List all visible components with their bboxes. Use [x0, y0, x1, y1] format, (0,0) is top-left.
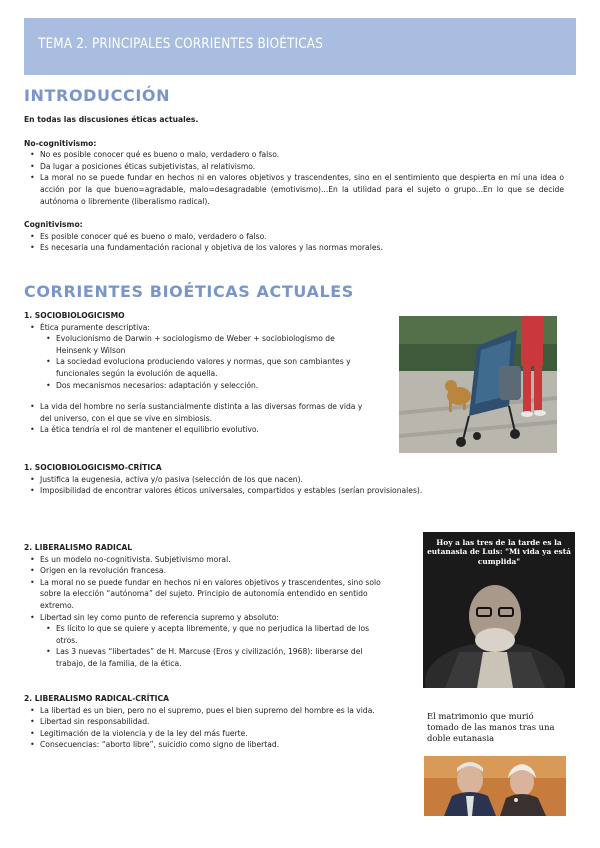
list-item: • Ética puramente descriptiva: — [40, 322, 369, 334]
list-item: • Libertad sin responsabilidad. — [40, 716, 414, 728]
lib-section — [24, 542, 384, 670]
currents-heading: CORRIENTES BIOÉTICAS ACTUALES — [24, 282, 354, 301]
news-photo-2 — [424, 707, 566, 816]
lib-crit-title: 2. LIBERALISMO RADICAL-CRÍTICA — [24, 694, 169, 703]
news2-caption: El matrimonio que murió tomado de las manos tras una doble eutanasia — [427, 711, 555, 743]
noncog-list — [24, 149, 564, 207]
list-item: • Es un modelo no-cognitivista. Subjetivismo moral. — [40, 554, 384, 566]
list-item: • Las 3 nuevas “libertades” de H. Marcuse (Eros y civilización, 1968): liberarse del trabajo, de la familia, de la ética. — [56, 646, 384, 669]
title-banner — [24, 18, 576, 75]
list-item: • Imposibilidad de encontrar valores éticos universales, compartidos y estables (serían provisionales). — [40, 485, 564, 497]
list-item: • Es necesaria una fundamentación racional y objetiva de los valores y las normas morales. — [40, 242, 564, 254]
socio-crit-list — [24, 474, 564, 497]
socio-section — [24, 310, 369, 436]
list-item: • La moral no se puede fundar en hechos ni en valores objetivos y trascendentes, sino en el sentimiento que despierta en mí una idea o acción por la que bueno=agradable, malo=desagradable (emotivismo)...En la utilidad para el sujeto o grupo...En lo que se decide autónoma o libremente (liberalismo radical). — [40, 172, 564, 207]
page-title: TEMA 2. PRINCIPALES CORRIENTES BIOÉTICAS — [38, 36, 324, 52]
list-item: • La ética tendría el rol de mantener el equilibrio evolutivo. — [40, 424, 369, 436]
list-item: • Es lícito lo que se quiere y acepta libremente, y que no perjudica la libertad de los otros. — [56, 623, 384, 646]
list-item: • No es posible conocer qué es bueno o malo, verdadero o falso. — [40, 149, 564, 161]
socio-list — [24, 322, 369, 334]
socio-list-2 — [24, 401, 369, 436]
list-item: • La sociedad evoluciona produciendo valores y normas, que son cambiantes y funcionales según la evolución de aquella. — [56, 356, 369, 379]
socio-crit-title: 1. SOCIOBIOLOGICISMO-CRÍTICA — [24, 463, 162, 472]
list-item: • La moral no se puede fundar en hechos ni en valores objetivos y trascendentes, sino solo sobre la elección “autónoma” del sujeto. Principio de autonomía entendido en sentido extremo. — [40, 577, 384, 612]
cog-title: Cognitivismo: — [24, 220, 83, 230]
socio-crit-section — [24, 462, 564, 497]
list-item: • Origen en la revolución francesa. — [40, 565, 384, 577]
list-item: • Consecuencias: “aborto libre”, suicidio como signo de libertad. — [40, 739, 414, 751]
lib-sublist — [24, 623, 384, 669]
lib-crit-list — [24, 705, 414, 751]
stroller-dog-photo — [399, 316, 557, 453]
lib-title: 2. LIBERALISMO RADICAL — [24, 543, 133, 552]
socio-sublist — [24, 333, 369, 391]
list-item: • Legitimación de la violencia y de la ley del más fuerte. — [40, 728, 414, 740]
intro-section — [24, 114, 564, 254]
lib-list — [24, 554, 384, 624]
socio-title: 1. SOCIOBIOLOGICISMO — [24, 311, 125, 320]
intro-heading: INTRODUCCIÓN — [24, 86, 171, 105]
list-item: • Es posible conocer qué es bueno o malo, verdadero o falso. — [40, 231, 564, 243]
news1-caption: Hoy a las tres de la tarde es la eutanasia de Luis: "Mi vida ya está cumplida" — [427, 538, 571, 566]
cog-list — [24, 231, 564, 254]
list-item: • Dos mecanismos necesarios: adaptación y selección. — [56, 380, 369, 392]
list-item: • Justifica la eugenesia, activa y/o pasiva (selección de los que nacen). — [40, 474, 564, 486]
list-item: • La vida del hombre no sería sustancialmente distinta a las diversas formas de vida y del universo, con el que se vive en simbiosis. — [40, 401, 369, 424]
news-photo-1 — [423, 532, 575, 688]
noncog-title: No-cognitivismo: — [24, 138, 97, 148]
list-item: • Da lugar a posiciones éticas subjetivistas, al relativismo. — [40, 161, 564, 173]
stroller-dog-illustration — [399, 316, 557, 453]
couple-illustration — [424, 756, 566, 816]
intro-lead: En todas las discusiones éticas actuales. — [24, 115, 199, 124]
list-item: • Libertad sin ley como punto de referencia supremo y absoluto: — [40, 612, 384, 624]
lib-crit-section — [24, 693, 414, 751]
list-item: • Evolucionismo de Darwin + sociologismo de Weber + sociobiologismo de Heinsenk y Wilson — [56, 333, 369, 356]
list-item: • La libertad es un bien, pero no el supremo, pues el bien supremo del hombre es la vida. — [40, 705, 414, 717]
